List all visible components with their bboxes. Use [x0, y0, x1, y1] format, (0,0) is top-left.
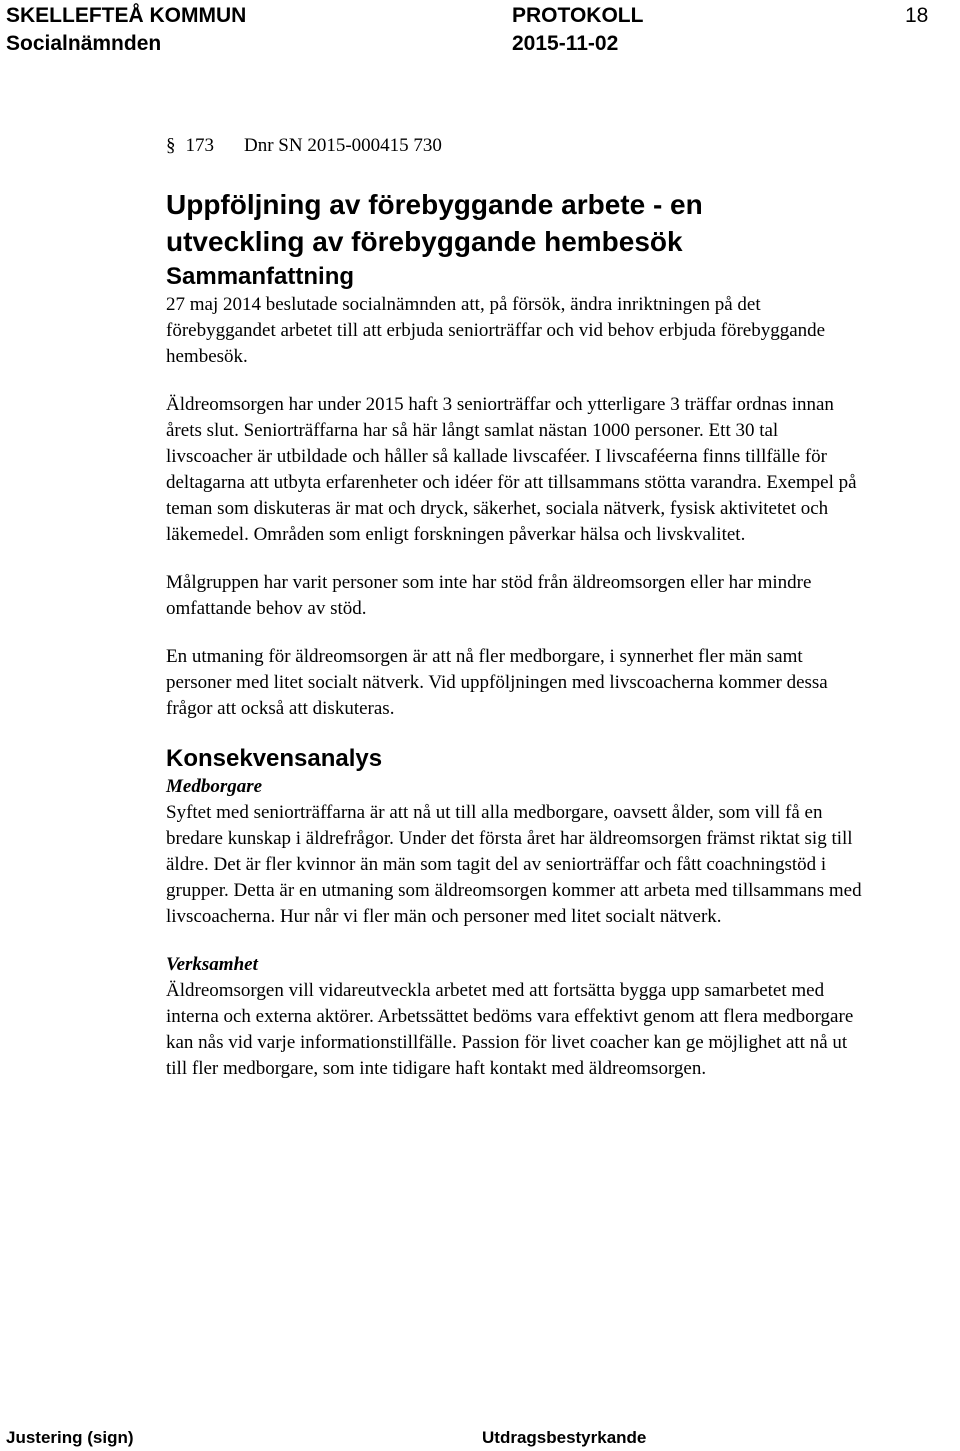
subheading-verksamhet: Verksamhet: [166, 954, 258, 975]
paragraph-decision: 27 maj 2014 beslutade socialnämnden att, på försök, ändra inriktningen på det förebyggandet arbetet till att erbjuda seniorträffar och vid behov erbjuda förebyggande hembesök.: [166, 294, 826, 367]
footer-utdragsbestyrkande: Utdragsbestyrkande: [482, 1428, 647, 1447]
paragraph-medborgare: Syftet med seniorträffarna är att nå ut till alla medborgare, oavsett ålder, som vill få en bredare kunskap i äldrefrågor. Under det första året har äldreomsorgen främst riktat sig till äldre. Det är fler kvinnor än män som tagit del av seniorträffar och fått coachningstöd i grupper. Detta är en utmaning som äldreomsorgen kommer att arbeta med tillsammans med livscoacherna. Hur når vi fler män och personer med litet socialt nätverk.: [166, 802, 862, 927]
page-title-line-2: utveckling av förebyggande hembesök: [166, 226, 683, 257]
paragraph-malgrupp: Målgruppen har varit personer som inte har stöd från äldreomsorgen eller har mindre omfattande behov av stöd.: [166, 572, 812, 619]
section-symbol: §: [166, 135, 176, 156]
case-dnr: Dnr SN 2015-000415 730: [244, 135, 442, 156]
page-number: 18: [905, 4, 929, 27]
department-name: Socialnämnden: [6, 32, 162, 55]
paragraph-utmaning: En utmaning för äldreomsorgen är att nå fler medborgare, i synnerhet fler män samt personer med litet socialt nätverk. Vid uppföljningen med livscoacherna kommer dessa frågor att också att diskuteras.: [166, 646, 828, 719]
paragraph-verksamhet: Äldreomsorgen vill vidareutveckla arbetet med att fortsätta bygga upp samarbetet med interna och externa aktörer. Arbetssättet bedöms vara effektivt genom att flera medborgare kan nås vid varje informationstillfälle. Passion för livet coacher kan ge möjlighet att nå ut till fler medborgare, som inte tidigare haft kontakt med äldreomsorgen.: [166, 980, 854, 1079]
paragraph-seniortraffar: Äldreomsorgen har under 2015 haft 3 seniorträffar och ytterligare 3 träffar ordnas innan årets slut. Seniorträffarna har så här långt samlat nästan 1000 personer. Ett 30 tal livscoacher är utbildade och håller så kallade livscaféer. I livscaféerna finns tillfälle för deltagarna att utbyta erfarenheter och idéer för att tillsammans stötta varandra. Exempel på teman som diskuteras är mat och dryck, säkerhet, sociala nätverk, fysisk aktivitetet och läkemedel. Områden som enligt forskningen påverkar hälsa och livskvalitet.: [166, 394, 857, 545]
document-date: 2015-11-02: [512, 32, 619, 55]
case-number: 173: [185, 135, 214, 156]
case-reference: [166, 133, 866, 159]
document-type: PROTOKOLL: [512, 4, 644, 27]
section-heading-sammanfattning: Sammanfattning: [166, 263, 355, 290]
section-heading-konsekvensanalys: Konsekvensanalys: [166, 745, 383, 772]
document-body: [166, 133, 866, 1082]
organization-name: SKELLEFTEÅ KOMMUN: [6, 4, 247, 27]
footer-justering: Justering (sign): [6, 1428, 134, 1447]
subheading-medborgare: Medborgare: [166, 776, 263, 797]
page-title-line-1: Uppföljning av förebyggande arbete - en: [166, 189, 703, 220]
